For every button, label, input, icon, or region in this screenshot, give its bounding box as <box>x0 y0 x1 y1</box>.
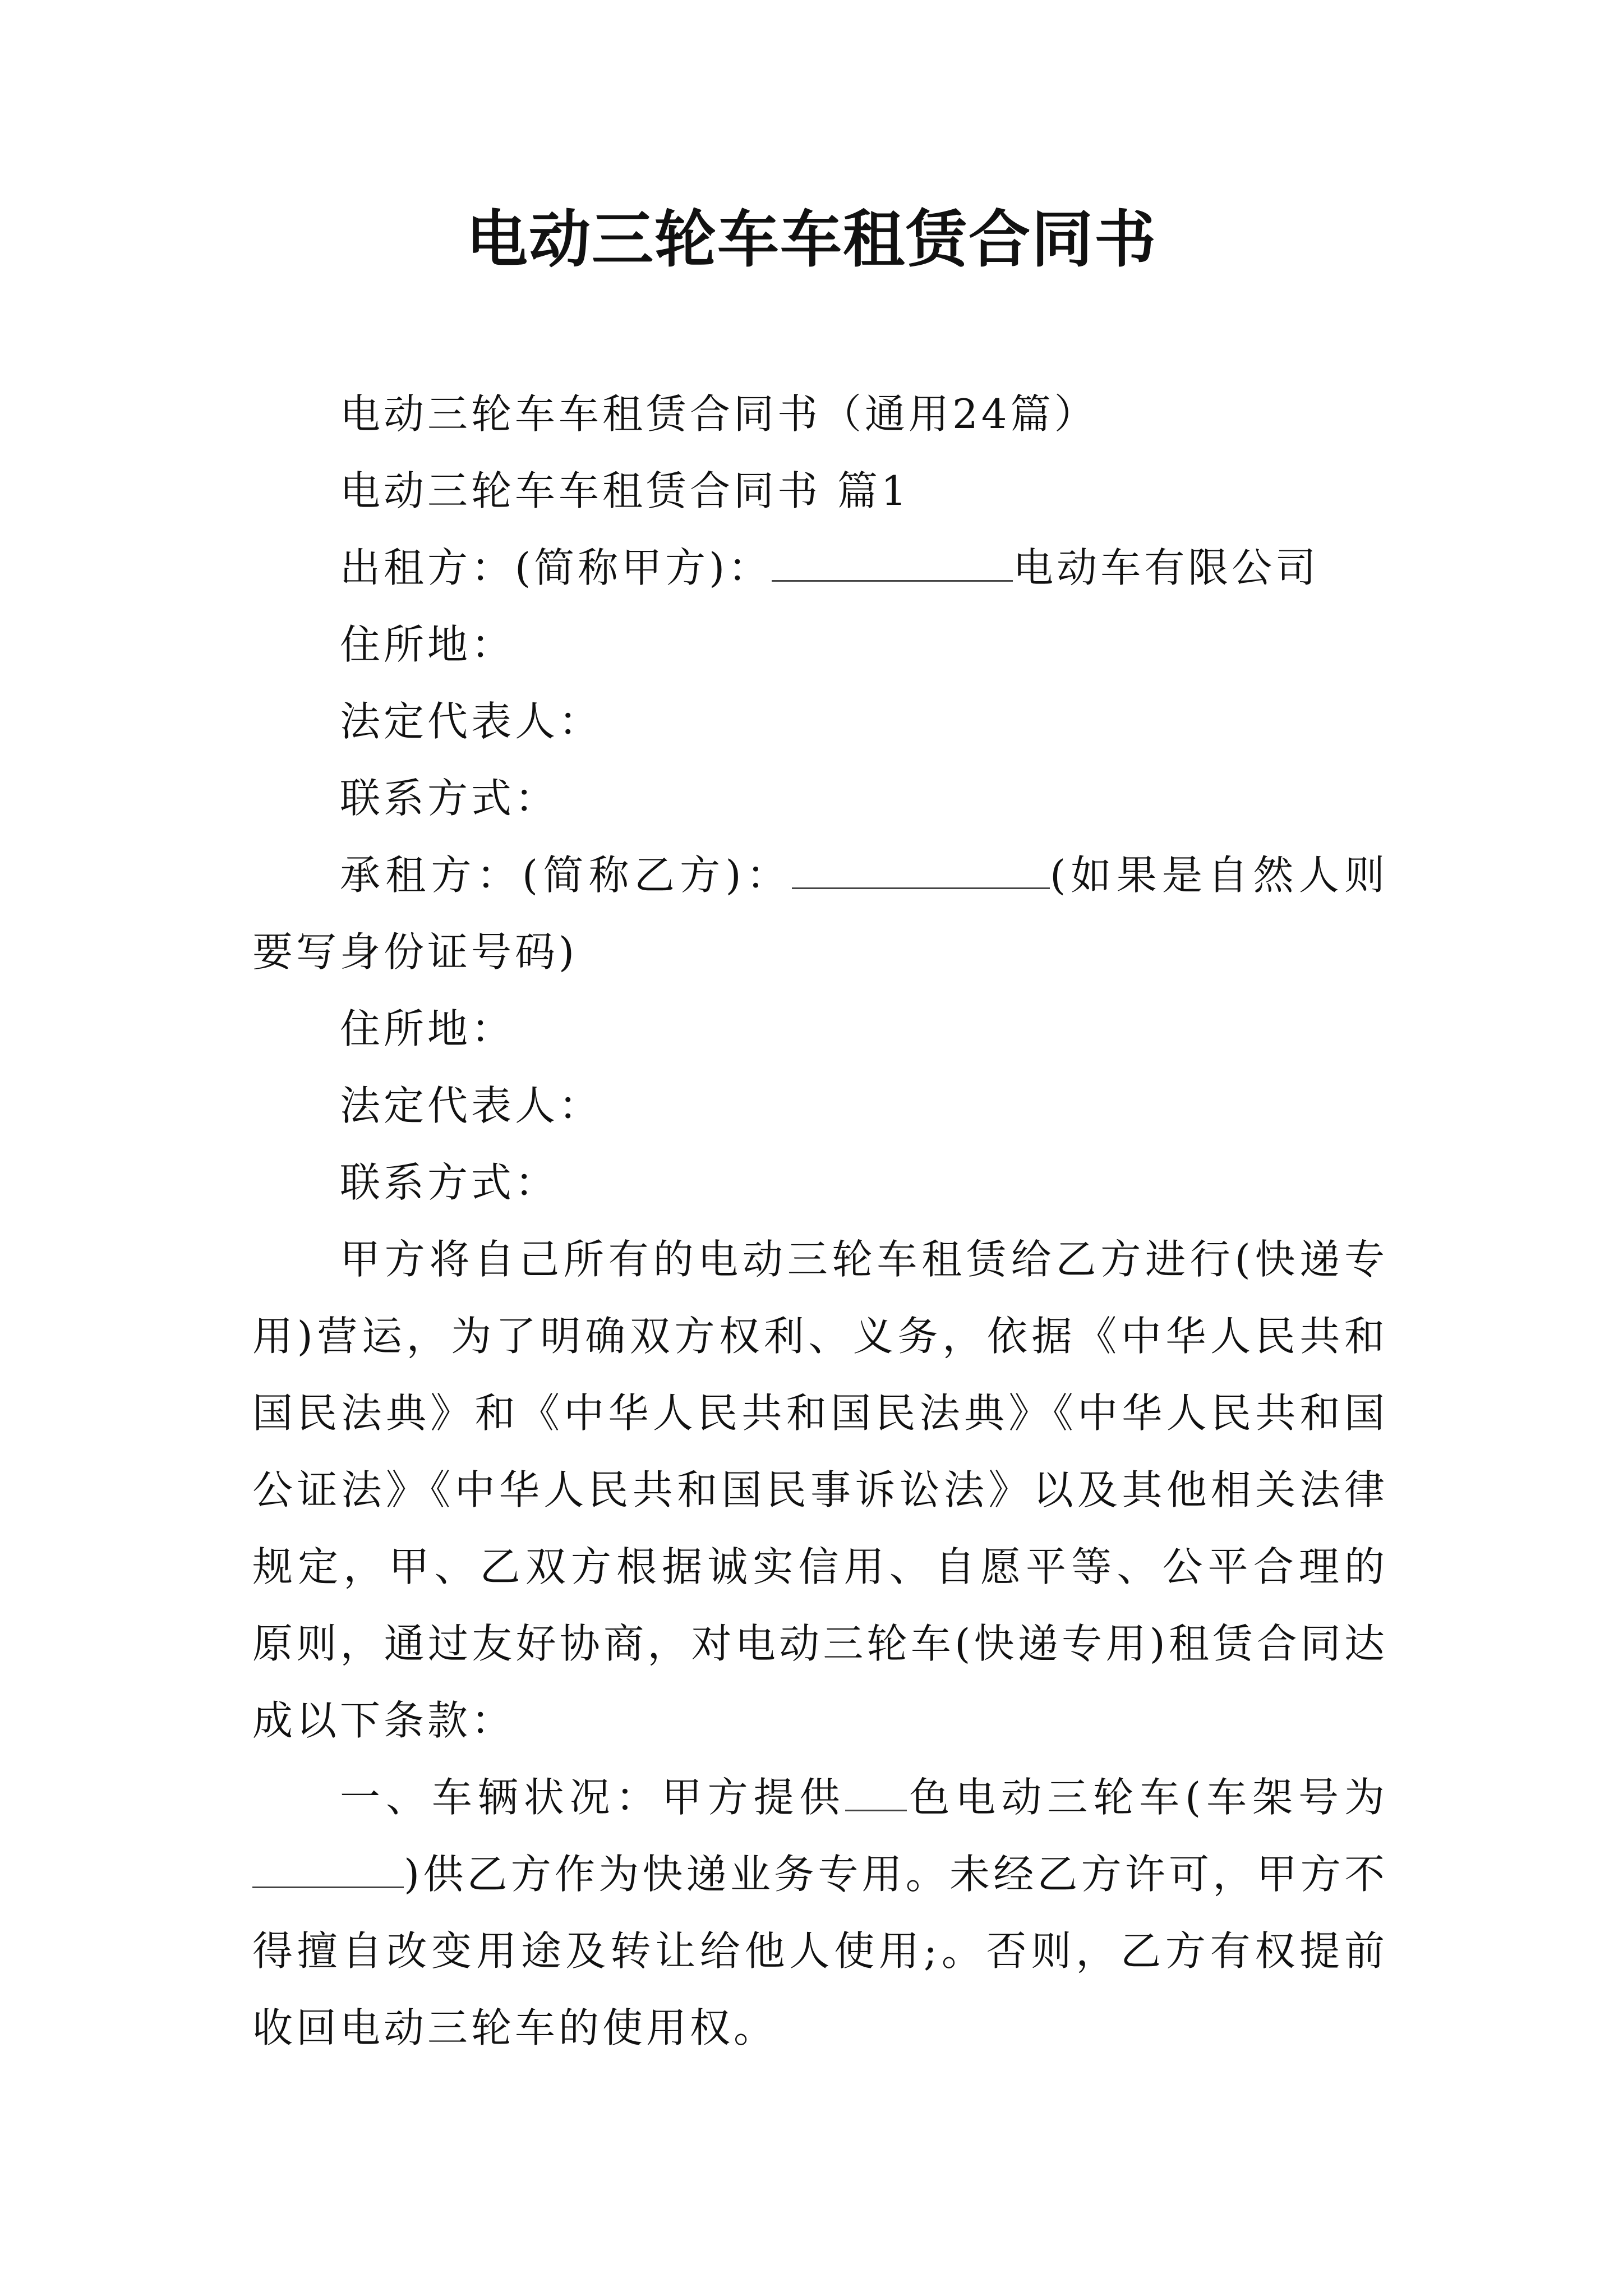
lessor-line <box>252 530 1388 606</box>
lessor-address: 住所地： <box>340 621 515 668</box>
lessee-representative: 法定代表人： <box>340 1082 603 1129</box>
lessee-contact: 联系方式： <box>340 1159 559 1206</box>
preamble-paragraph: 甲方将自己所有的电动三轮车租赁给乙方进行(快递专用)营运，为了明确双方权利、义务，依据《中华人民共和国民法典》和《中华人民共和国民法典》《中华人民共和国公证法》《中华人民共和国民事诉讼法》以及其他相关法律规定，甲、乙双方根据诚实信用、自愿平等、公平合理的原则，通过友好协商，对电动三轮车(快递专用)租赁合同达成以下条款： <box>252 1236 1388 1744</box>
section-heading: 电动三轮车车租赁合同书 篇1 <box>340 467 910 514</box>
document-body <box>252 376 1388 2067</box>
color-blank <box>845 1777 907 1811</box>
frame-number-blank <box>252 1854 404 1888</box>
clause-1-paragraph <box>252 1759 1388 2067</box>
subtitle: 电动三轮车车租赁合同书（通用24篇） <box>340 390 1098 438</box>
lessor-suffix: 电动车有限公司 <box>1013 544 1320 591</box>
lessee-suffix: (如果是自然人则要写身份证号码) <box>252 852 1389 976</box>
lessor-name-blank <box>772 547 1013 582</box>
document-title: 电动三轮车车租赁合同书 <box>466 203 1157 275</box>
clause-1-part-2: 色电动三轮车(车架号为 <box>907 1774 1388 1821</box>
lessor-contact: 联系方式： <box>340 775 559 822</box>
lessee-label: 承租方：(简称乙方)： <box>340 852 792 899</box>
lessor-representative: 法定代表人： <box>340 698 603 745</box>
lessor-label: 出租方：(简称甲方)： <box>340 544 772 591</box>
lessee-address: 住所地： <box>340 1005 515 1052</box>
lessee-name-blank <box>792 855 1050 889</box>
clause-1-part-3: )供乙方作为快递业务专用。未经乙方许可，甲方不得擅自改变用途及转让给他人使用;。否则，乙方有权提前收回电动三轮车的使用权。 <box>252 1851 1388 2051</box>
lessee-line <box>252 837 1388 991</box>
clause-1-part-1: 一、车辆状况：甲方提供 <box>340 1774 846 1821</box>
